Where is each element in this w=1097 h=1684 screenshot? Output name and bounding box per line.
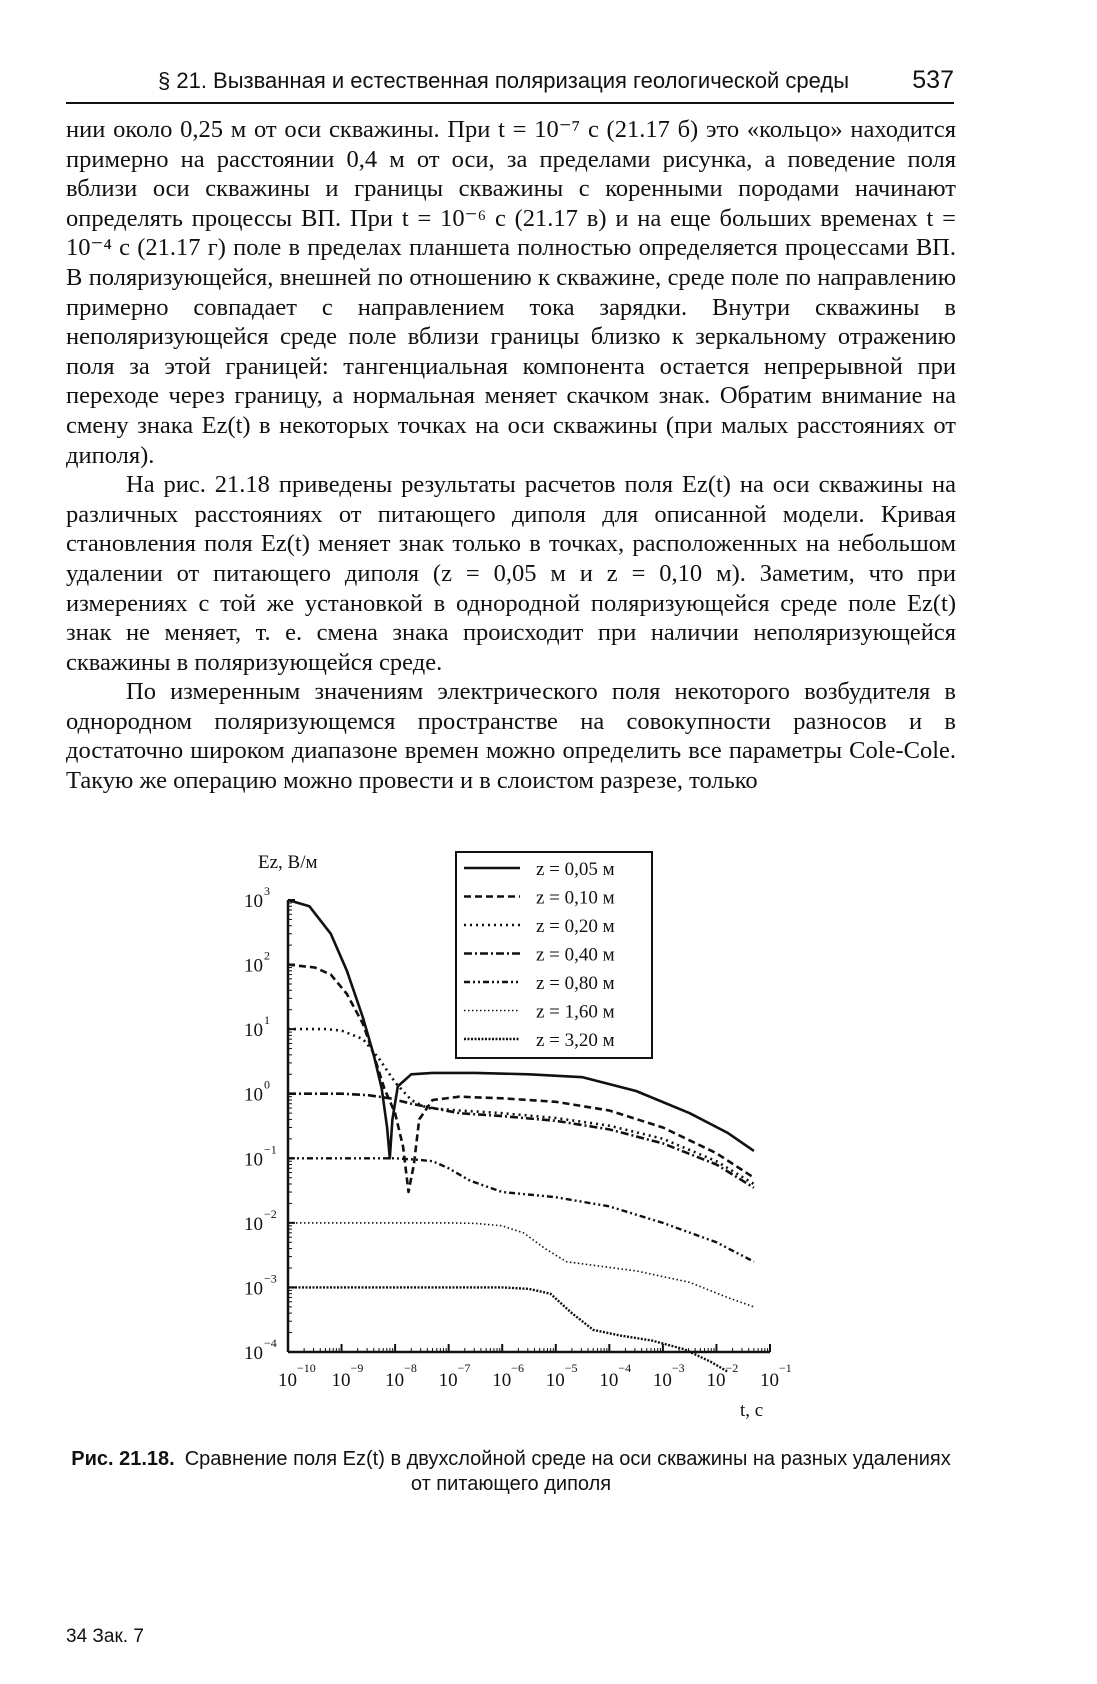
x-tick-exponent: −9: [350, 1361, 364, 1375]
paragraph: По измеренным значениям электрического поля некоторого возбудителя в однородном поляризующемся пространстве на совокупности разносов и в достаточно широком диапазоне времен можно определить все параметры Cole-Cole. Такую же операцию можно провести и в слоистом разрезе, только: [66, 678, 956, 795]
y-tick-label: 10: [244, 1020, 263, 1042]
legend-label: z = 1,60 м: [536, 1001, 615, 1023]
y-tick-exponent: 0: [264, 1077, 270, 1092]
x-tick-exponent: −1: [779, 1361, 792, 1375]
y-tick-label: 10: [244, 955, 263, 977]
y-tick-label: 10: [244, 1278, 263, 1300]
signature-mark: 34 Зак. 7: [66, 1626, 144, 1647]
section-title: § 21. Вызванная и естественная поляризация геологической среды: [158, 68, 850, 93]
y-tick-exponent: 2: [264, 948, 270, 963]
ez-decay-chart: [230, 850, 830, 1430]
legend-label: z = 0,40 м: [536, 944, 615, 966]
x-tick-exponent: −6: [511, 1361, 525, 1375]
x-tick-exponent: −2: [725, 1361, 739, 1375]
x-tick-label: 10: [278, 1370, 297, 1391]
y-tick-label: 10: [244, 1084, 263, 1106]
x-tick-exponent: −3: [671, 1361, 685, 1375]
y-tick-label: 10: [244, 1213, 263, 1235]
x-tick-label: 10: [599, 1370, 619, 1391]
x-tick-label: 10: [652, 1370, 672, 1391]
series-line-7: [288, 1287, 727, 1371]
x-tick-exponent: −7: [457, 1361, 471, 1375]
y-tick-label: 10: [244, 891, 263, 912]
series-line-5: [288, 1158, 754, 1261]
x-axis-label: t, с: [740, 1400, 764, 1421]
body-text: [66, 115, 956, 796]
y-tick-exponent: −2: [264, 1206, 277, 1221]
y-tick-exponent: 3: [264, 884, 270, 898]
x-tick-exponent: −10: [297, 1361, 316, 1375]
x-tick-label: 10: [706, 1370, 726, 1391]
y-tick-exponent: −1: [264, 1142, 277, 1157]
y-tick-exponent: 1: [264, 1013, 270, 1028]
y-tick-exponent: −4: [264, 1336, 277, 1350]
x-tick-label: 10: [760, 1370, 779, 1391]
legend-label: z = 0,10 м: [536, 887, 615, 909]
x-tick-exponent: −5: [564, 1361, 578, 1375]
figure-21-18: [230, 850, 830, 1430]
page-number: 537: [912, 66, 954, 94]
x-tick-exponent: −4: [618, 1361, 632, 1375]
x-tick-exponent: −8: [404, 1361, 417, 1375]
y-tick-exponent: −3: [264, 1271, 277, 1286]
caption-label: Рис. 21.18.: [71, 1448, 175, 1470]
x-tick-label: 10: [438, 1370, 458, 1391]
paragraph: нии около 0,25 м от оси скважины. При t = 10⁻⁷ с (21.17 б) это «кольцо» находится примерно на расстоянии 0,4 м от оси, за пределами рисунка, а поведение поля вблизи оси скважины и границы скважины с коренными породами начинают определять процессы ВП. При t = 10⁻⁶ с (21.17 в) и на еще больших временах t = 10⁻⁴ с (21.17 г) поле в пределах планшета полностью определяется процессами ВП. В поляризующейся, внешней по отношению к скважине, среде поле по направлению примерно совпадает с направлением тока зарядки. Внутри скважины в неполяризующейся среде поле вблизи границы близко к зеркальному отражению поля за этой границей: тангенциальная компонента остается непрерывной при переходе через границу, а нормальная меняет скачком знак. Обратим внимание на смену знака Ez(t) в некоторых точках на оси скважины (при малых расстояниях от диполя).: [66, 116, 956, 469]
y-tick-label: 10: [244, 1343, 263, 1364]
legend-label: z = 0,80 м: [536, 973, 615, 994]
legend-label: z = 0,05 м: [536, 859, 615, 880]
series-line-6: [288, 1223, 754, 1307]
legend-label: z = 3,20 м: [536, 1030, 615, 1051]
y-axis-label: Ez, В/м: [258, 852, 318, 873]
paragraph: На рис. 21.18 приведены результаты расчетов поля Ez(t) на оси скважины на различных расстояниях от питающего диполя для описанной модели. Кривая становления поля Ez(t) меняет знак только в точках, расположенных на небольшом удалении от питающего диполя (z = 0,05 м и z = 0,10 м). Заметим, что при измерениях с той же установкой в однородной поляризующейся среде поле Ez(t) знак не меняет, т. е. смена знака происходит при наличии неполяризующейся скважины в поляризующейся среде.: [66, 471, 956, 676]
running-header: [66, 62, 954, 104]
series-line-4: [288, 1094, 754, 1188]
x-tick-label: 10: [545, 1370, 565, 1391]
x-tick-label: 10: [385, 1370, 405, 1391]
legend-label: z = 0,20 м: [536, 916, 615, 937]
x-tick-label: 10: [492, 1370, 512, 1391]
y-tick-label: 10: [244, 1149, 263, 1171]
caption-text: Сравнение поля Ez(t) в двухслойной среде на оси скважины на разных удалениях от питающего диполя: [184, 1448, 951, 1495]
figure-caption: [66, 1447, 956, 1497]
x-tick-label: 10: [331, 1370, 351, 1391]
